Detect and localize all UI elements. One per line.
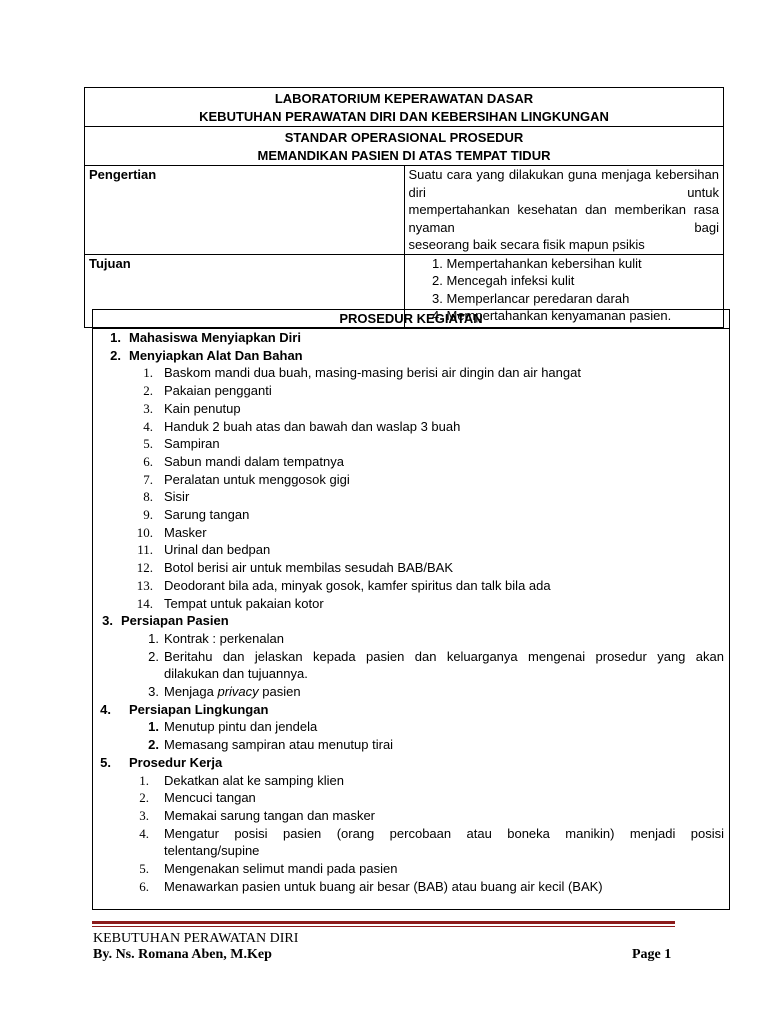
alat-item-text: Masker: [164, 524, 207, 540]
alat-item-number: 5.: [143, 436, 153, 452]
sop-title: STANDAR OPERASIONAL PROSEDUR: [284, 130, 524, 145]
kerja-item: 4. Mengatur posisi pasien (orang percobaan atau boneka manikin) menjadi posisi telentang/supine: [139, 825, 724, 859]
footer-doc-title: KEBUTUHAN PERAWATAN DIRI: [93, 931, 299, 946]
pengertian-label: Pengertian: [85, 166, 405, 255]
alat-item: [93, 364, 729, 382]
alat-item-number: 11.: [137, 542, 153, 558]
alat-item-number: 4.: [143, 418, 153, 434]
alat-item: [93, 453, 729, 471]
tujuan-item: 2. Mencegah infeksi kulit: [447, 272, 720, 290]
alat-item-text: Sabun mandi dalam tempatnya: [164, 453, 344, 469]
sop-header-table: [84, 87, 724, 328]
alat-item: [93, 506, 729, 524]
alat-item: [93, 488, 729, 506]
lingkungan-item: 2. Memasang sampiran atau menutup tirai: [148, 737, 394, 753]
alat-item-text: Urinal dan bedpan: [164, 542, 271, 558]
footer-rule-thin: [92, 926, 675, 927]
alat-item-number: 10.: [136, 524, 153, 540]
alat-item-number: 14.: [136, 595, 153, 611]
procedure-box: [92, 309, 730, 910]
alat-item: [93, 418, 729, 436]
section-5-title: Prosedur Kerja: [129, 754, 223, 770]
alat-item-text: Sampiran: [164, 436, 220, 452]
alat-item: [93, 524, 729, 542]
alat-item: [93, 471, 729, 489]
alat-item-number: 12.: [136, 560, 153, 576]
alat-item: [93, 595, 729, 613]
section-1: 1. Mahasiswa Menyiapkan Diri: [110, 330, 301, 345]
pasien-item: 1. Kontrak : perkenalan: [148, 630, 284, 646]
alat-item-text: Pakaian pengganti: [164, 383, 272, 399]
footer-rule-thick: [92, 921, 675, 924]
alat-item-text: Tempat untuk pakaian kotor: [164, 595, 324, 611]
lab-title: LABORATORIUM KEPERAWATAN DASAR: [274, 91, 534, 106]
lingkungan-item: 1. Menutup pintu dan jendela: [148, 719, 318, 735]
footer-page-number: Page 1: [632, 947, 672, 962]
alat-list: [93, 364, 729, 612]
section-4: 4. Persiapan Lingkungan: [100, 701, 269, 717]
alat-item-number: 8.: [143, 489, 153, 505]
tujuan-label: Tujuan: [85, 254, 405, 327]
section-3: 3. Persiapan Pasien: [102, 613, 229, 629]
kerja-item: 1. Dekatkan alat ke samping klien: [139, 772, 344, 788]
sop-title-cell: [85, 127, 724, 166]
section-5: 5. Prosedur Kerja: [100, 754, 223, 770]
pasien-item: 3. Menjaga privacy pasien: [148, 684, 301, 700]
section-2-title: Menyiapkan Alat Dan Bahan: [129, 347, 303, 363]
alat-item: [93, 541, 729, 559]
alat-item-text: Sarung tangan: [164, 507, 250, 523]
pasien-item: 2. Beritahu dan jelaskan kepada pasien dan keluarganya mengenai prosedur yang akan dilakukan dan tujuannya.: [148, 648, 724, 682]
alat-item-text: Kain penutup: [164, 400, 241, 416]
section-1-title: Mahasiswa Menyiapkan Diri: [129, 330, 301, 345]
alat-item-number: 9.: [143, 507, 153, 523]
alat-item-text: Peralatan untuk menggosok gigi: [164, 471, 350, 487]
alat-item-text: Handuk 2 buah atas dan bawah dan waslap 3 buah: [164, 418, 461, 434]
alat-item-text: Botol berisi air untuk membilas sesudah BAB/BAK: [164, 560, 454, 576]
tujuan-item: 1. Mempertahankan kebersihan kulit: [447, 255, 720, 273]
pengertian-line: mempertahankan kesehatan dan memberikan rasa nyaman bagi: [408, 202, 719, 235]
section-4-title: Persiapan Lingkungan: [129, 701, 269, 717]
tujuan-item: 4. Mempertahankan kenyamanan pasien.: [447, 307, 720, 325]
section-2: 2. Menyiapkan Alat Dan Bahan: [110, 347, 303, 363]
alat-item: [93, 400, 729, 418]
kerja-item: 3. Memakai sarung tangan dan masker: [139, 807, 376, 823]
alat-item-number: 6.: [143, 453, 153, 469]
lab-title-cell: [85, 88, 724, 127]
alat-item-text: Sisir: [164, 489, 190, 505]
kerja-item: 6. Menawarkan pasien untuk buang air besar (BAB) atau buang air kecil (BAK): [139, 878, 603, 894]
pengertian-line: Suatu cara yang dilakukan guna menjaga kebersihan diri untuk: [408, 167, 719, 200]
tujuan-item: 3. Memperlancar peredaran darah: [447, 290, 720, 308]
alat-item-number: 13.: [136, 577, 153, 593]
kerja-item: 2. Mencuci tangan: [139, 790, 256, 806]
alat-item: [93, 577, 729, 595]
kerja-item: 5. Mengenakan selimut mandi pada pasien: [139, 861, 398, 877]
procedure-title: PROSEDUR KEGIATAN: [93, 310, 729, 329]
lab-subtitle: KEBUTUHAN PERAWATAN DIRI DAN KEBERSIHAN LINGKUNGAN: [199, 109, 609, 124]
alat-item-number: 7.: [143, 471, 153, 487]
alat-item-text: Baskom mandi dua buah, masing-masing berisi air dingin dan air hangat: [164, 365, 581, 381]
alat-item-number: 3.: [143, 400, 153, 416]
section-3-title: Persiapan Pasien: [121, 613, 229, 629]
alat-item: [93, 559, 729, 577]
alat-item: [93, 382, 729, 400]
sop-subtitle: MEMANDIKAN PASIEN DI ATAS TEMPAT TIDUR: [257, 148, 551, 163]
pengertian-value: [404, 166, 724, 255]
footer-author: By. Ns. Romana Aben, M.Kep: [93, 947, 272, 962]
alat-item: [93, 435, 729, 453]
alat-item-number: 1.: [143, 365, 153, 381]
pengertian-line: seseorang baik secara fisik mapun psikis: [408, 237, 645, 252]
alat-item-number: 2.: [143, 383, 153, 399]
alat-item-text: Deodorant bila ada, minyak gosok, kamfer spiritus dan talk bila ada: [164, 577, 551, 593]
